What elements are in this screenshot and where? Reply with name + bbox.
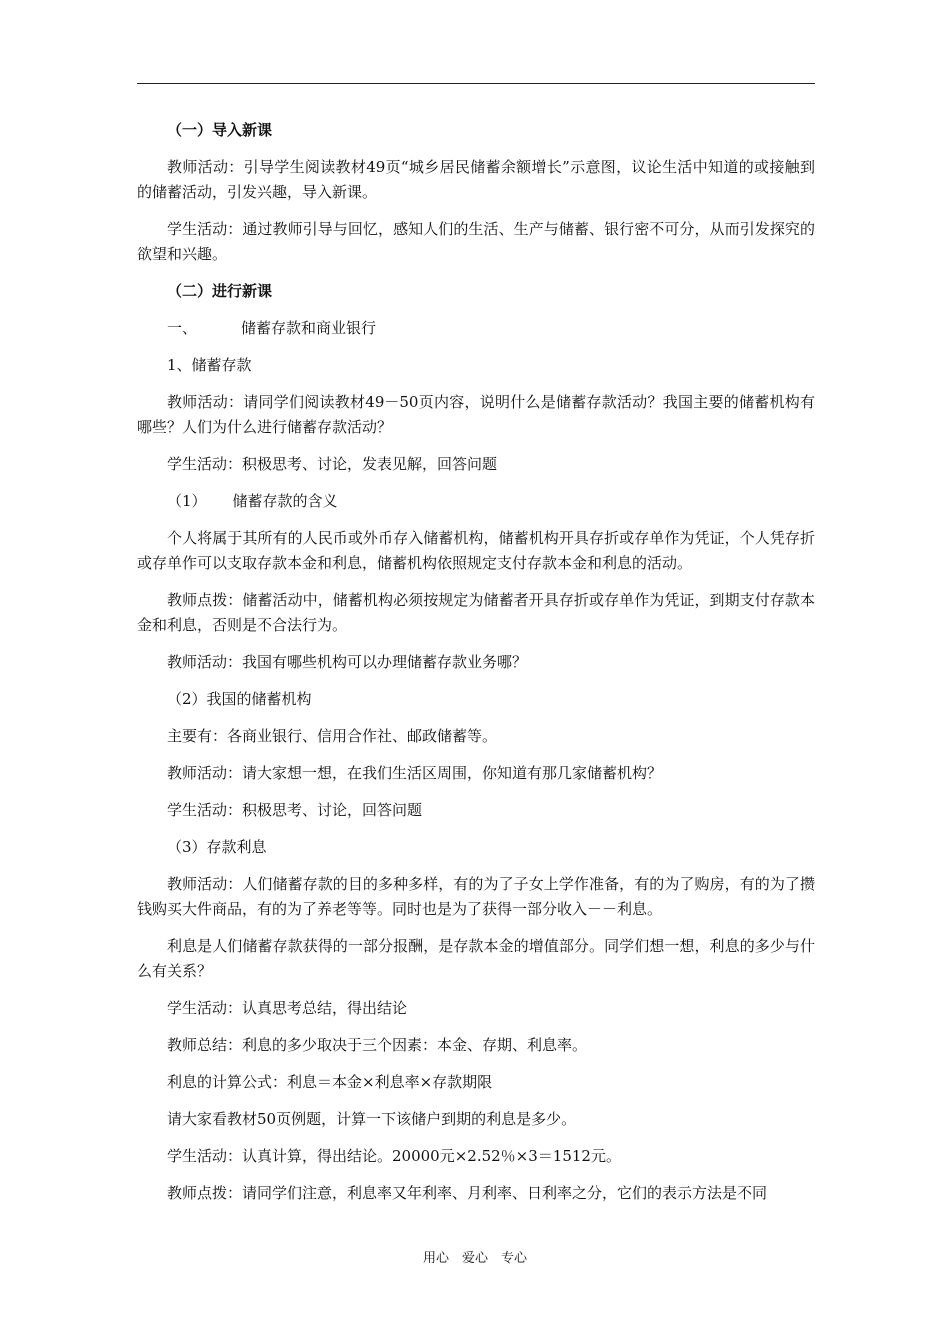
subsection-number: 一、 — [167, 319, 198, 337]
section-heading-intro: （一）导入新课 — [167, 121, 273, 139]
paragraph: 教师总结：利息的多少取决于三个因素：本金、存期、利息率。 — [167, 1036, 588, 1054]
paragraph: 学生活动：认真计算，得出结论。20000元×2.52％×3＝1512元。 — [167, 1147, 621, 1165]
paragraph: 教师点拨：储蓄活动中，储蓄机构必须按规定为储蓄者开具存折或存单作为凭证，到期支付存款本金和利息，否则是不合法行为。 — [137, 591, 815, 634]
subsection-heading — [137, 316, 815, 341]
item-title: 储蓄存款的含义 — [232, 492, 338, 510]
paragraph: 教师活动：人们储蓄存款的目的多种多样，有的为了子女上学作准备，有的为了购房，有的为了攒钱购买大件商品，有的为了养老等等。同时也是为了获得一部分收入－－利息。 — [137, 875, 815, 918]
paragraph: （2）我国的储蓄机构 — [167, 690, 312, 708]
paragraph: 学生活动：积极思考、讨论，发表见解，回答问题 — [167, 455, 498, 473]
paragraph: 利息是人们储蓄存款获得的一部分报酬，是存款本金的增值部分。同学们想一想，利息的多少与什么有关系？ — [137, 937, 815, 980]
paragraph: 学生活动：认真思考总结，得出结论 — [167, 999, 408, 1017]
paragraph: 教师活动：请大家想一想，在我们生活区周围，你知道有那几家储蓄机构？ — [167, 764, 663, 782]
paragraph: 教师活动：请同学们阅读教材49－50页内容，说明什么是储蓄存款活动？我国主要的储蓄机构有哪些？人们为什么进行储蓄存款活动？ — [137, 393, 815, 436]
paragraph: 请大家看教材50页例题，计算一下该储户到期的利息是多少。 — [167, 1110, 577, 1128]
paragraph: 主要有：各商业银行、信用合作社、邮政储蓄等。 — [167, 727, 498, 745]
header-rule — [137, 83, 815, 84]
paragraph: 学生活动：积极思考、讨论，回答问题 — [167, 801, 423, 819]
paragraph: 学生活动：通过教师引导与回忆，感知人们的生活、生产与储蓄、银行密不可分，从而引发探究的欲望和兴趣。 — [137, 220, 815, 263]
item-number: （1） — [167, 492, 207, 510]
document-body — [137, 118, 815, 1218]
paragraph: 教师活动：我国有哪些机构可以办理储蓄存款业务哪？ — [167, 653, 528, 671]
paragraph: （3）存款利息 — [167, 838, 267, 856]
paragraph: 1、储蓄存款 — [167, 356, 252, 374]
item-heading — [137, 489, 815, 514]
subsection-title: 储蓄存款和商业银行 — [241, 319, 377, 337]
paragraph: 利息的计算公式：利息＝本金×利息率×存款期限 — [167, 1073, 493, 1091]
section-heading-new-lesson: （二）进行新课 — [167, 282, 273, 300]
page-footer: 用心 爱心 专心 — [422, 1251, 527, 1266]
paragraph: 教师点拨：请同学们注意，利息率又年利率、月利率、日利率之分，它们的表示方法是不同 — [167, 1184, 768, 1202]
paragraph: 教师活动：引导学生阅读教材49页“城乡居民储蓄余额增长”示意图，议论生活中知道的或接触到的储蓄活动，引发兴趣，导入新课。 — [137, 158, 815, 201]
paragraph: 个人将属于其所有的人民币或外币存入储蓄机构，储蓄机构开具存折或存单作为凭证，个人凭存折或存单作可以支取存款本金和利息，储蓄机构依照规定支付存款本金和利息的活动。 — [137, 529, 815, 572]
